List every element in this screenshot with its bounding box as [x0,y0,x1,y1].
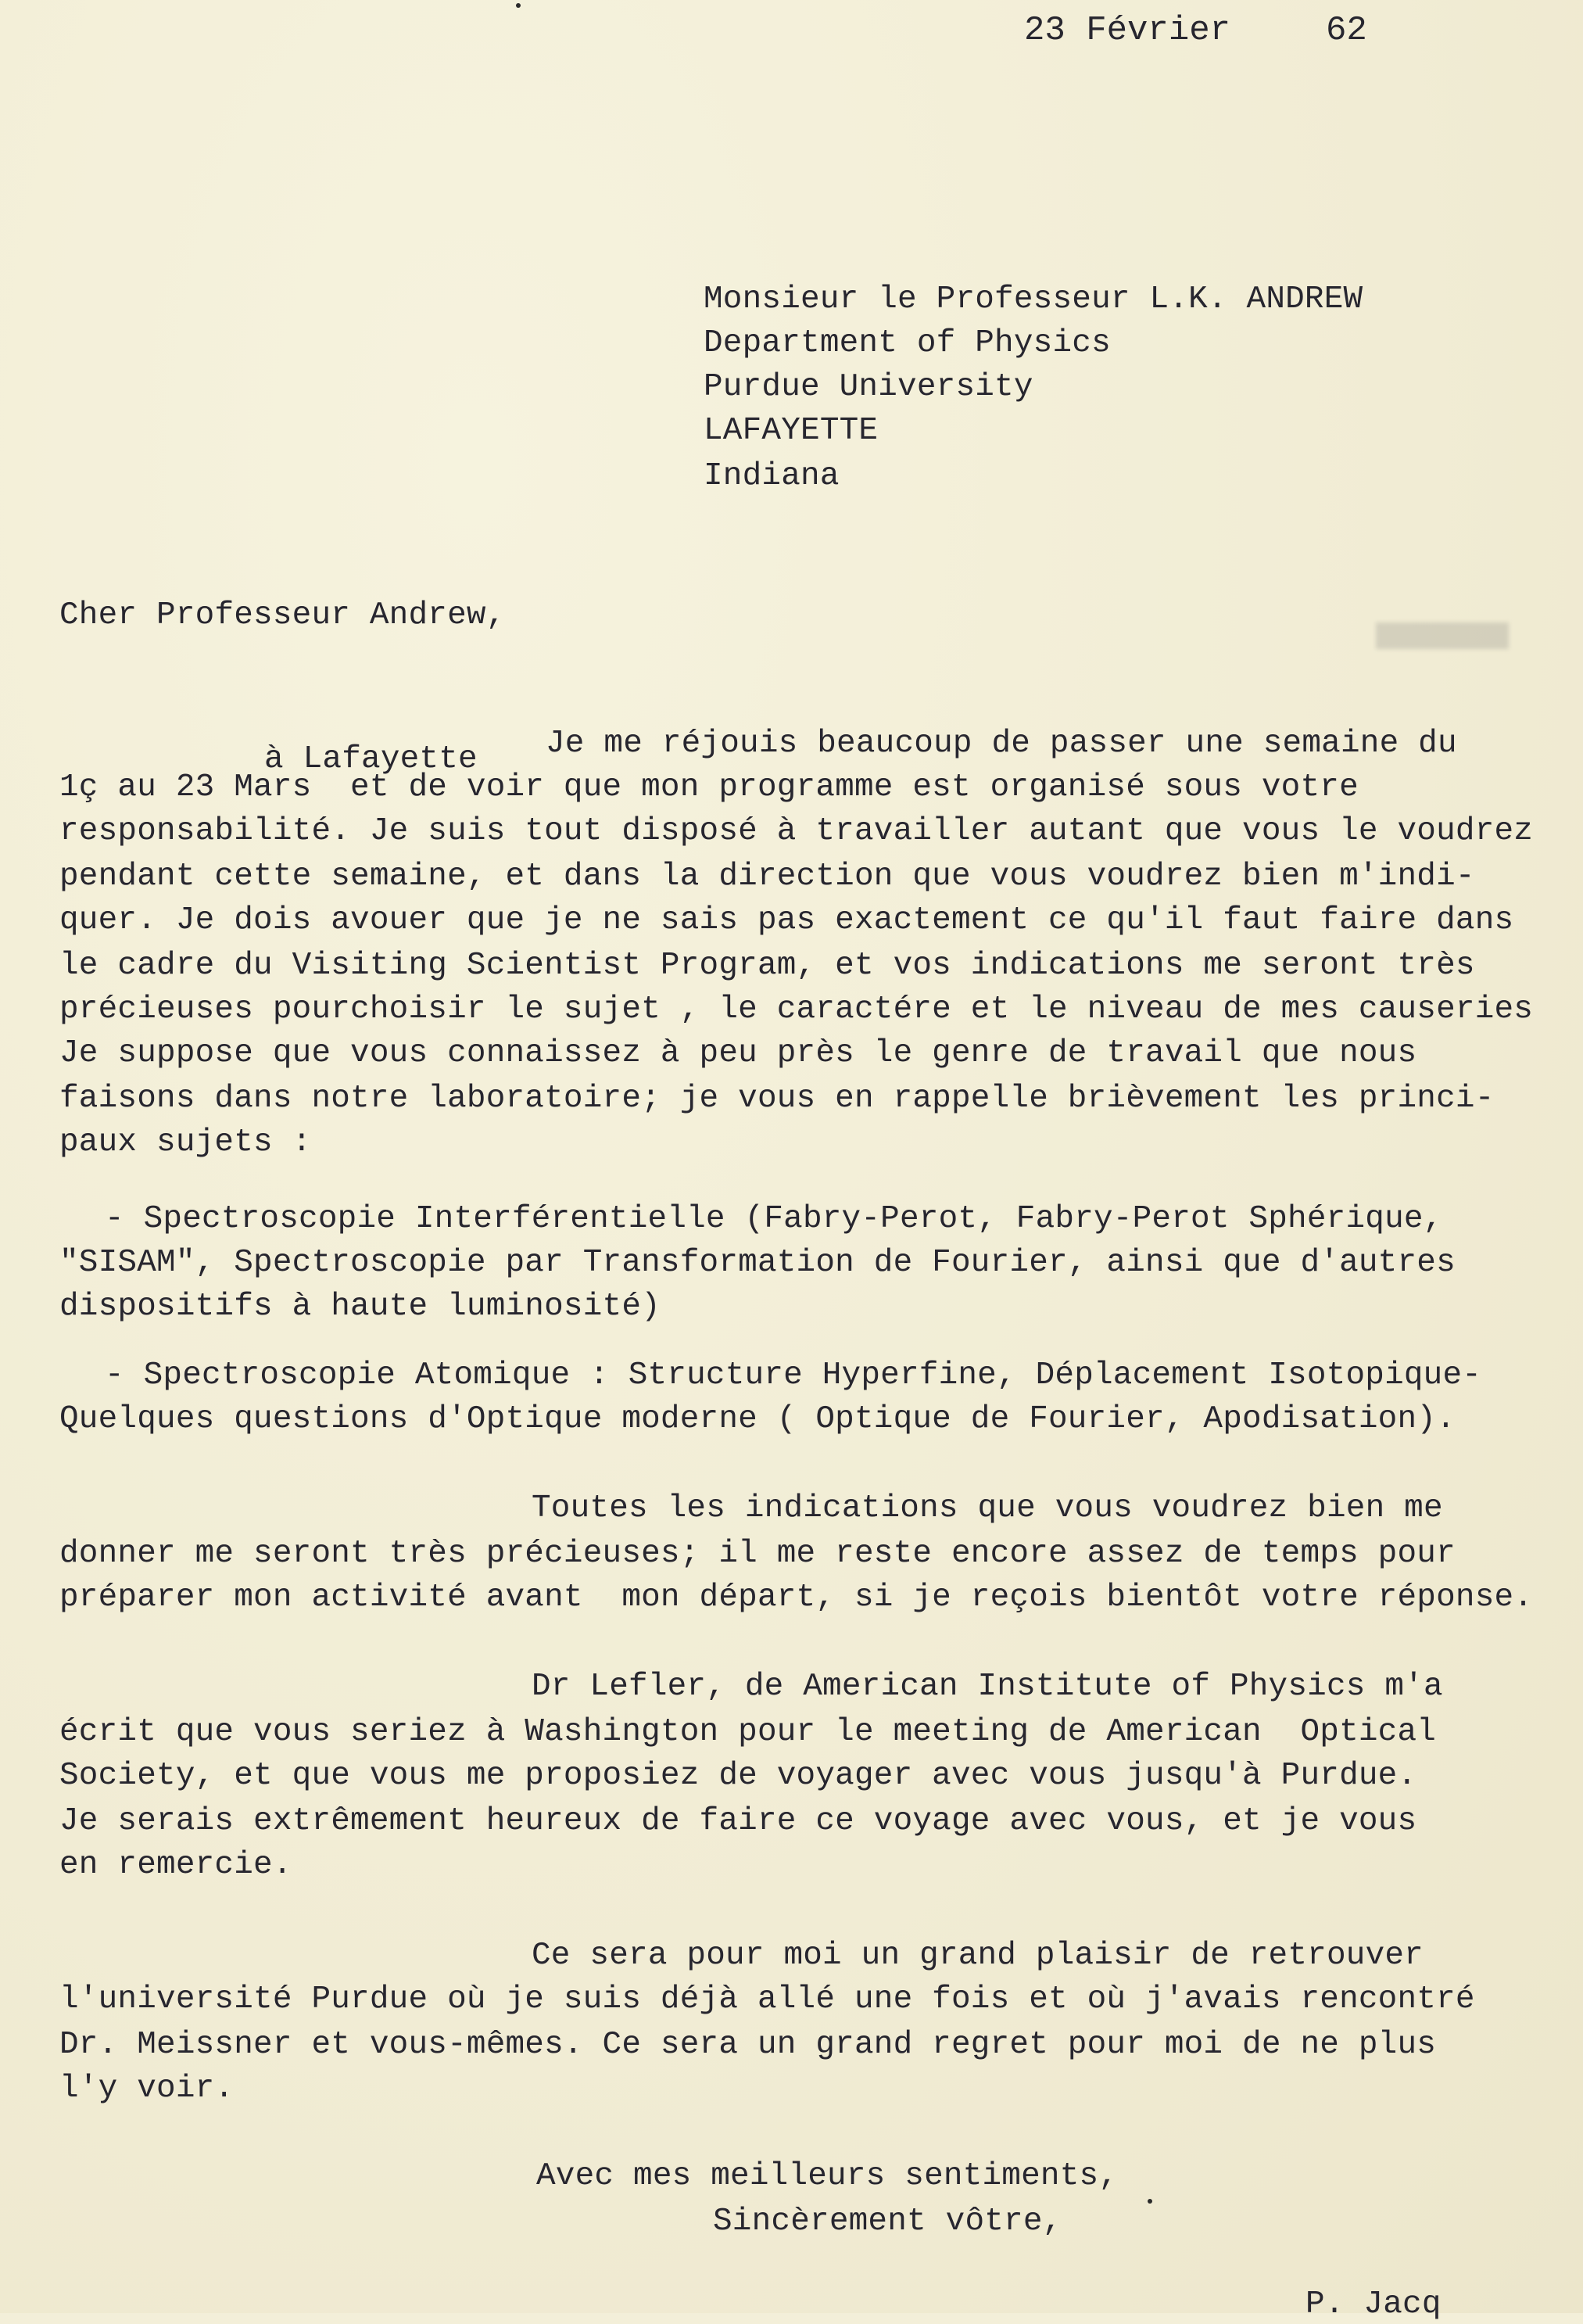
text-line: faisons dans notre laboratoire; je vous en rappelle brièvement les princi- [59,1081,1495,1117]
text-line: - Spectroscopie Atomique : Structure Hyperfine, Déplacement Isotopique- [105,1357,1482,1393]
text-line: responsabilité. Je suis tout disposé à travailler autant que vous le voudrez [59,813,1534,849]
text-line: Je suppose que vous connaissez à peu près le genre de travail que nous [59,1035,1417,1071]
recipient-line: Monsieur le Professeur L.K. ANDREW [704,282,1363,317]
signature: P. Jacq [1305,2286,1442,2322]
text-line: pendant cette semaine, et dans la direction que vous voudrez bien m'indi- [59,859,1475,895]
text-line: le cadre du Visiting Scientist Program, et vos indications me seront très [59,948,1475,984]
text-line: dispositifs à haute luminosité) [59,1289,661,1325]
recipient-line: Indiana [704,458,840,494]
text-line: précieuses pourchoisir le sujet , le caractére et le niveau de mes causeries [59,992,1534,1028]
text-line: "SISAM", Spectroscopie par Transformation de Fourier, ainsi que d'autres [59,1245,1456,1281]
text-line: Dr Lefler, de American Institute of Physics m'a [532,1669,1443,1705]
text-line: en remercie. [59,1847,292,1883]
text-line: 1ç au 23 Mars et de voir que mon programme est organisé sous votre [59,769,1359,805]
text-line: Je me réjouis beaucoup de passer une semaine du [546,726,1457,762]
text-line: - Spectroscopie Interférentielle (Fabry-Perot, Fabry-Perot Sphérique, [105,1201,1443,1237]
text-line: Quelques questions d'Optique moderne ( Optique de Fourier, Apodisation). [59,1401,1456,1437]
text-line: écrit que vous seriez à Washington pour le meeting de American Optical [59,1714,1437,1750]
letter-year: 62 [1326,11,1367,50]
salutation: Cher Professeur Andrew, [59,597,506,633]
text-line: Toutes les indications que vous voudrez bien me [532,1490,1443,1526]
scan-smudge [1376,622,1509,649]
closing-line: Avec mes meilleurs sentiments, [536,2158,1119,2194]
recipient-line: LAFAYETTE [704,413,879,449]
text-line: Je serais extrêmement heureux de faire ce voyage avec vous, et je vous [59,1803,1417,1839]
text-line: quer. Je dois avouer que je ne sais pas exactement ce qu'il faut faire dans [59,902,1514,938]
text-line: l'y voir. [59,2071,235,2107]
text-line: préparer mon activité avant mon départ, si je reçois bientôt votre réponse. [59,1580,1534,1616]
recipient-line: Purdue University [704,369,1033,405]
text-line: paux sujets : [59,1124,312,1160]
ink-speck [1148,2199,1152,2204]
text-line: donner me seront très précieuses; il me reste encore assez de temps pour [59,1536,1456,1572]
recipient-line: Department of Physics [704,325,1111,361]
letter-date: 23 Février [1024,11,1231,50]
text-line: Society, et que vous me proposiez de voyager avec vous jusqu'à Purdue. [59,1758,1417,1794]
margin-insert: à Lafayette [264,741,478,777]
closing-line: Sincèrement vôtre, [713,2204,1062,2240]
ink-speck [516,3,521,8]
text-line: Dr. Meissner et vous-mêmes. Ce sera un grand regret pour moi de ne plus [59,2027,1437,2063]
text-line: l'université Purdue où je suis déjà allé une fois et où j'avais rencontré [59,1981,1475,2017]
text-line: Ce sera pour moi un grand plaisir de retrouver [532,1938,1424,1974]
